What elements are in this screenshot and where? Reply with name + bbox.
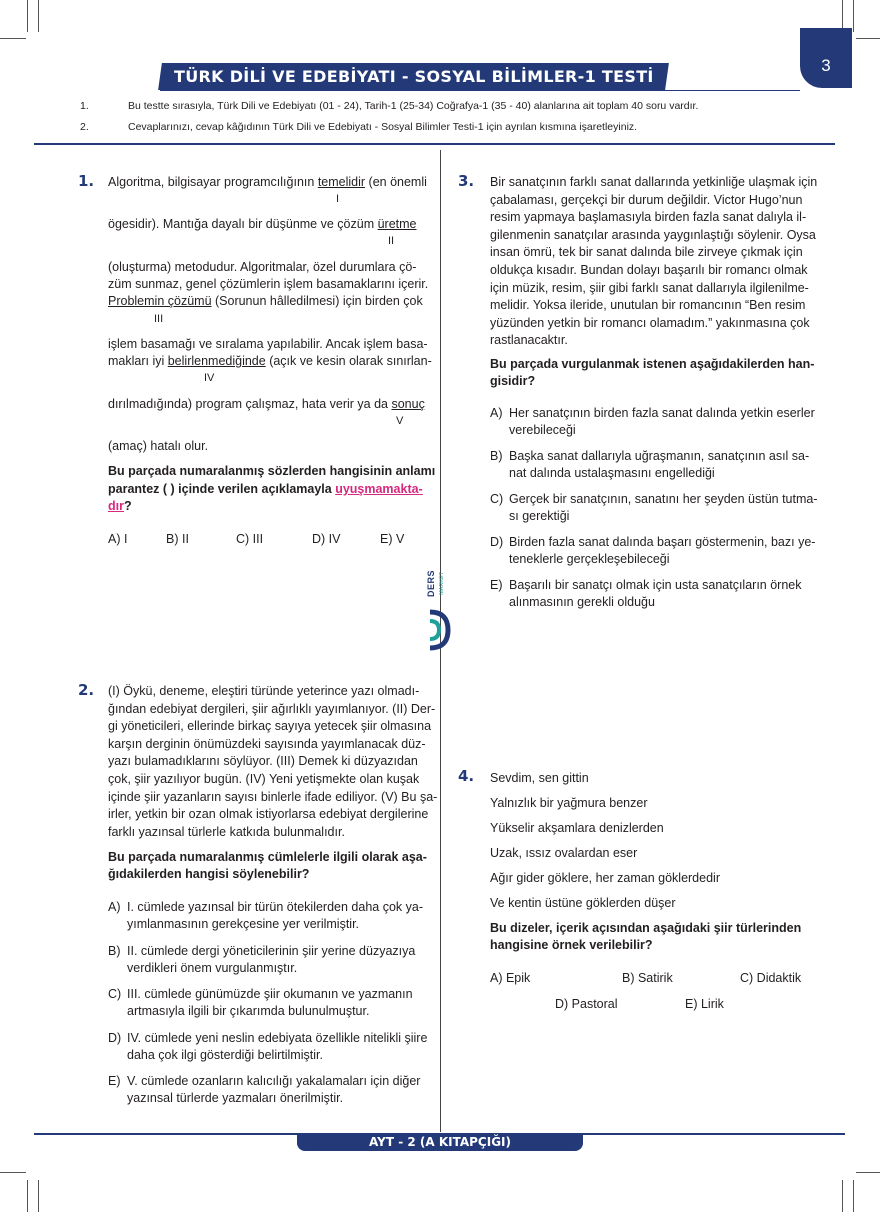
- crop-mark: [842, 1180, 843, 1212]
- page-number-tab: [800, 28, 852, 88]
- q4-poem-line: Yükselir akşamlara denizlerden: [490, 821, 664, 835]
- q2-passage-line: ğından edebiyat dergileri, şiir ağırlıklı yayımlanıyor. (II) Der-: [108, 701, 436, 716]
- crop-mark: [38, 0, 39, 32]
- q1-stem-3: dır?: [108, 499, 132, 513]
- q3-passage-line: çabalaması, gerçekçi bir durum değildir. Victor Hugo’nun: [490, 192, 803, 207]
- crop-mark: [853, 0, 854, 32]
- instruction-2: 2. Cevaplarınızı, cevap kâğıdının Türk Dili ve Edebiyatı - Sosyal Bilimler Testi-1 için ayrılan kısmına işaretleyiniz.: [80, 121, 638, 133]
- q3-passage-line: yüzünden yetkin bir romancı olamadım.” yakınmasına çok: [490, 315, 810, 330]
- q1-option-b[interactable]: B) II: [166, 532, 189, 546]
- question-3-number: 3.: [458, 172, 475, 190]
- q1-roman-3: III: [154, 313, 164, 325]
- q4-option-d[interactable]: D) Pastoral: [555, 997, 618, 1011]
- q2-stem-1: Bu parçada numaralanmış cümlelerle ilgili olarak aşa-: [108, 850, 427, 864]
- q1-roman-5: V: [396, 415, 404, 427]
- q4-option-e[interactable]: E) Lirik: [685, 997, 724, 1011]
- q1-line-7: makları iyi belirlenmediğinde (açık ve kesin olarak sınırlan-: [108, 354, 432, 368]
- option-text[interactable]: verdikleri önem vurgulanmıştır.: [127, 960, 298, 975]
- q2-passage-line: içinde şiir yazanların sayısı binlerle ifade ediliyor. (V) Bu şa-: [108, 789, 438, 804]
- q2-passage-line: yazı bulamadıklarını söylüyor. (III) Demek ki düzyazıdan: [108, 754, 418, 769]
- question-4-number: 4.: [458, 767, 475, 785]
- option-text[interactable]: Başarılı bir sanatçı olmak için usta sanatçıların örnek: [509, 578, 802, 592]
- q1-line-3: (oluşturma) metodudur. Algoritmalar, özel durumlara çö-: [108, 260, 417, 274]
- q1-stem-1: Bu parçada numaralanmış sözlerden hangisinin anlamı: [108, 464, 436, 478]
- q1-line-8: dırılmadığında) program çalışmaz, hata verir ya da sonuç: [108, 397, 425, 411]
- q3-stem-1: Bu parçada vurgulanmak istenen aşağıdakilerden han-: [490, 357, 815, 371]
- option-text[interactable]: Her sanatçının birden fazla sanat dalında yetkin eserler: [509, 406, 815, 420]
- crop-mark: [27, 0, 28, 32]
- q4-poem-line: Uzak, ıssız ovalardan eser: [490, 846, 638, 860]
- crop-mark: [0, 38, 26, 39]
- q3-passage-line: melidir. Yoksa ileride, unutulan bir romancının “Ben resim: [490, 298, 806, 313]
- option-label[interactable]: E): [490, 578, 503, 592]
- q2-passage-line: irler, yetkin bir ozan olmak istiyorlarsa edebiyat dergilerine: [108, 807, 429, 822]
- q3-passage-line: insan ömrü, tek bir sanat dalında bile zirveye çıkmak için: [490, 245, 803, 260]
- option-text[interactable]: Gerçek bir sanatçının, sanatını her şeyden üstün tutma-: [509, 492, 818, 506]
- option-text[interactable]: yımlanmasının gerekçesine yer verilmiştir.: [127, 917, 360, 931]
- option-label[interactable]: A): [108, 900, 121, 914]
- q1-line-4: züm sunmaz, genel çözümlerin işlem basamaklarını içerir.: [108, 277, 429, 291]
- q2-passage-line: gi yöneticileri, ellerinde birkaç sayıya yetecek şiir olmasına: [108, 719, 432, 734]
- option-label[interactable]: D): [108, 1030, 122, 1045]
- q1-line-5: Problemin çözümü (Sorunun hâlledilmesi) için birden çok: [108, 294, 423, 308]
- q1-roman-2: II: [388, 235, 395, 247]
- option-label[interactable]: C): [108, 987, 122, 1001]
- q2-passage-line: çok, şiir yazılıyor bugün. (IV) Yeni yetişmekte olan kuşak: [108, 772, 420, 786]
- q1-line-9: (amaç) hatalı olur.: [108, 439, 209, 453]
- q1-option-a[interactable]: A) I: [108, 532, 128, 546]
- q4-option-a[interactable]: A) Epik: [490, 971, 531, 985]
- crop-mark: [856, 38, 880, 39]
- q3-passage-line: oldukça kısadır. Bundan dolayı başarılı bir romancı olmak: [490, 263, 808, 277]
- q1-line-2: ögesidir). Mantığa dayalı bir düşünme ve çözüm üretme: [108, 217, 417, 231]
- q4-stem-2: hangisine örnek verilebilir?: [490, 938, 653, 952]
- q4-poem-line: Sevdim, sen gittin: [490, 771, 589, 785]
- q4-option-c[interactable]: C) Didaktik: [740, 971, 802, 985]
- q1-option-e[interactable]: E) V: [380, 532, 405, 546]
- option-text[interactable]: V. cümlede ozanların kalıcılığı yakalamaları için diğer: [127, 1074, 421, 1088]
- option-label[interactable]: B): [108, 943, 121, 958]
- instruction-1: 1. Bu testte sırasıyla, Türk Dili ve Edebiyatı (01 - 24), Tarih-1 (25-34) Coğrafya-1 (35 - 40) alanlarına ait toplam 40 soru vardır.: [80, 100, 699, 112]
- intro-rule: [34, 143, 835, 145]
- option-text[interactable]: nat dalında ustalaşmasını engellediği: [509, 466, 715, 480]
- option-label[interactable]: A): [490, 406, 503, 420]
- option-text[interactable]: IV. cümlede yeni neslin edebiyata özellikle nitelikli şiire: [127, 1030, 428, 1045]
- page-number: 3: [821, 56, 831, 75]
- crop-mark: [0, 1172, 26, 1173]
- option-text[interactable]: alınmasının gerekli olduğu: [509, 595, 655, 609]
- q4-poem-line: Ağır gider göklere, her zaman göklerdedir: [490, 871, 720, 885]
- logo-mark-icon: [426, 608, 452, 652]
- q3-passage-line: resim yapmaya başlamasıyla birden fazla sanat dalıyla il-: [490, 210, 807, 225]
- q4-stem-1: Bu dizeler, içerik açısından aşağıdaki şiir türlerinden: [490, 921, 802, 935]
- option-text[interactable]: artmasıyla ilgili bir çıkarımda bulunulmuştur.: [127, 1004, 370, 1018]
- q3-passage-line: gilenmenin sanatçılar arasında yaygınlaştığı söylenir. Oysa: [490, 227, 816, 242]
- option-text[interactable]: II. cümlede dergi yöneticilerinin şiir yerine düzyazıya: [127, 943, 416, 958]
- q3-passage-line: Bir sanatçının farklı sanat dallarında yetkinliğe ulaşmak için: [490, 175, 818, 189]
- q1-roman-4: IV: [204, 372, 215, 384]
- q3-passage-line: için müzik, resim, şiir gibi farklı sanat dallarıyla ilgilenilme-: [490, 280, 809, 295]
- q2-passage-line: farklı yazınsal türlerle katkıda bulunmalıdır.: [108, 824, 345, 839]
- option-label[interactable]: E): [108, 1074, 121, 1088]
- q4-poem-line: Yalnızlık bir yağmura benzer: [490, 796, 648, 810]
- q1-option-d[interactable]: D) IV: [312, 532, 341, 546]
- option-label[interactable]: C): [490, 492, 504, 506]
- crop-mark: [853, 1180, 854, 1212]
- question-1-number: 1.: [78, 172, 95, 190]
- question-2-number: 2.: [78, 681, 95, 699]
- q1-option-c[interactable]: C) III: [236, 532, 264, 546]
- test-title-banner: [158, 63, 669, 90]
- option-text[interactable]: Başka sanat dallarıyla uğraşmanın, sanatçının asıl sa-: [509, 449, 810, 463]
- option-label[interactable]: D): [490, 535, 504, 549]
- option-text[interactable]: verebileceği: [509, 423, 576, 437]
- option-label[interactable]: B): [490, 449, 503, 463]
- ders-market-logo: DERS MARKET: [426, 570, 454, 650]
- crop-mark: [27, 1180, 28, 1212]
- q4-poem-line: Ve kentin üstüne göklerden düşer: [490, 896, 676, 910]
- option-text[interactable]: daha çok ilgi gösterdiği belirtilmiştir.: [127, 1047, 323, 1062]
- q4-option-b[interactable]: B) Satirik: [622, 971, 673, 985]
- q1-line-6: işlem basamağı ve sıralama yapılabilir. Ancak işlem basa-: [108, 337, 428, 351]
- q1-line-1: Algoritma, bilgisayar programcılığının temelidir (en önemli: [108, 175, 427, 189]
- q1-roman-1: I: [336, 193, 340, 205]
- header-rule: [160, 90, 800, 91]
- q3-passage-line: rastlanacaktır.: [490, 333, 568, 348]
- booklet-label: AYT - 2 (A KITAPÇIĞI): [369, 1135, 511, 1149]
- test-title: TÜRK DİLİ VE EDEBİYATI - SOSYAL BİLİMLER-1 TESTİ: [173, 67, 654, 86]
- footer-banner: [297, 1133, 583, 1151]
- option-text[interactable]: Birden fazla sanat dalında başarı göstermenin, bazı ye-: [509, 535, 816, 549]
- q2-stem-2: ğıdakilerden hangisi söylenebilir?: [108, 867, 310, 881]
- q1-stem-2: parantez ( ) içinde verilen açıklamayla uyuşmamakta-: [108, 482, 423, 496]
- option-text[interactable]: I. cümlede yazınsal bir türün ötekilerden daha çok ya-: [127, 900, 423, 914]
- crop-mark: [38, 1180, 39, 1212]
- crop-mark: [856, 1172, 880, 1173]
- option-text[interactable]: III. cümlede günümüzde şiir okumanın ve yazmanın: [127, 987, 413, 1001]
- option-text[interactable]: yazınsal türlerde yazmaları önerilmiştir.: [127, 1091, 344, 1105]
- q3-stem-2: gisidir?: [490, 374, 536, 388]
- option-text[interactable]: teneklerle gerçekleşebileceği: [509, 552, 670, 566]
- q2-passage-line: karşın derginin önümüzdeki sayısında yayımlanacak düz-: [108, 736, 426, 751]
- option-text[interactable]: sı gerektiği: [509, 509, 570, 523]
- q2-passage-line: (I) Öykü, deneme, eleştiri türünde yeterince yazı olmadı-: [108, 684, 420, 698]
